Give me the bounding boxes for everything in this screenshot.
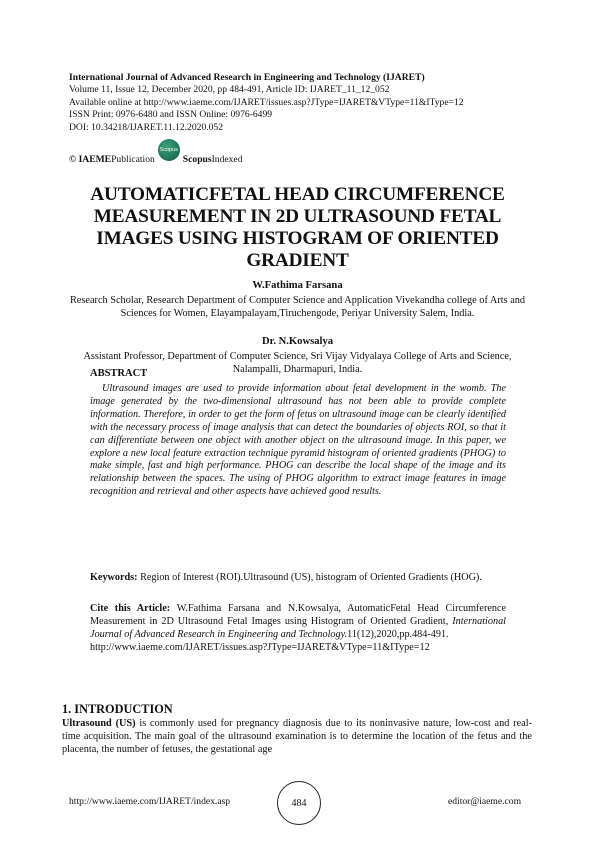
publisher-suffix: Publication	[111, 153, 155, 165]
author-affiliation: Research Scholar, Research Department of Computer Science and Application Vivekandha college of Arts and Sciences for Women, Elayampalayam,Tiruchengode, Periyar University Salem, India.	[69, 295, 526, 319]
author-name: Dr. N.Kowsalya	[261, 336, 334, 347]
publisher-name: © IAEME	[69, 153, 112, 165]
abstract-body: Ultrasound images are used to provide information about fetal development in the womb. The image generated by the two-dimensional ultrasound has not been able to provide complete information. Therefore, in order to get the form of fetus on ultrasound image can be clearly identified with the necessary process of image analysis that can detect the boundaries of objects ROI, so that it can differentiate between one object with another object on the ultrasound image. In this paper, we explore a new local feature extraction technique pyramid histogram of oriented gradients (PHOG) to make simple, fast and high performance. PHOG can describe the local shape of the image and its relationship between the spaces. The using of PHOG algorithm to extract image features in image recognition and retrieval and other aspects have achieved good results.	[90, 383, 506, 498]
page-number: 484	[277, 781, 321, 825]
citation-block	[90, 603, 506, 655]
paper-title: AUTOMATICFETAL HEAD CIRCUMFERENCE MEASUREMENT IN 2D ULTRASOUND FETAL IMAGES USING HISTOGRAM OF ORIENTED GRADIENT	[90, 184, 505, 271]
journal-name: International Journal of Advanced Research in Engineering and Technology (IJARET)	[69, 72, 425, 83]
intro-text: is commonly used for pregnancy diagnosis due to its noninvasive nature, low-cost and real-time acquisition. The main goal of the ultrasound examination is to determine the location of the fetus and the placenta, the number of fetuses, the gestational age	[62, 718, 533, 755]
volume-info: Volume 11, Issue 12, December 2020, pp 484-491, Article ID: IJARET_11_12_052	[69, 84, 390, 95]
author-affiliation: Assistant Professor, Department of Computer Science, Sri Vijay Vidyalaya College of Arts and Science, Nalampalli, Dharmapuri, India.	[83, 351, 512, 375]
author-name: W.Fathima Farsana	[252, 280, 343, 291]
publisher-row	[69, 148, 243, 170]
cite-rest: 11(12),2020,pp.484-491.	[347, 628, 449, 640]
footer-url[interactable]: http://www.iaeme.com/IJARET/index.asp	[69, 796, 231, 807]
cite-text: W.Fathima Farsana and N.Kowsalya, AutomaticFetal Head Circumference Measurement in 2D Ultrasound Fetal Images using Histogram of Oriented Gradient,	[90, 603, 506, 627]
cite-url[interactable]: http://www.iaeme.com/IJARET/issues.asp?JType=IJARET&VType=11&IType=12	[90, 641, 430, 653]
footer-email[interactable]: editor@iaeme.com	[448, 796, 522, 807]
scopus-label: Scopus	[182, 153, 212, 165]
cite-journal: International Journal of Advanced Research in Engineering and Technology.	[90, 615, 506, 640]
availability-line: Available online at http://www.iaeme.com/IJARET/issues.asp?JType=IJARET&VType=11&IType=12	[69, 96, 464, 108]
section-heading: 1. INTRODUCTION	[62, 702, 173, 716]
introduction-paragraph	[62, 718, 532, 757]
abstract-heading: ABSTRACT	[90, 368, 148, 379]
intro-lead: Ultrasound (US)	[62, 718, 136, 729]
scopus-logo-icon: Scopus	[158, 139, 180, 161]
keywords	[90, 572, 506, 585]
indexed-label: Indexed	[211, 153, 243, 165]
keywords-text: Region of Interest (ROI).Ultrasound (US), histogram of Oriented Gradients (HOG).	[137, 572, 482, 583]
cite-label: Cite this Article:	[90, 603, 171, 614]
doi-line: DOI: 10.34218/IJARET.11.12.2020.052	[69, 121, 224, 133]
keywords-label: Keywords:	[90, 572, 138, 583]
issn-line: ISSN Print: 0976-6480 and ISSN Online: 0976-6499	[69, 109, 273, 120]
